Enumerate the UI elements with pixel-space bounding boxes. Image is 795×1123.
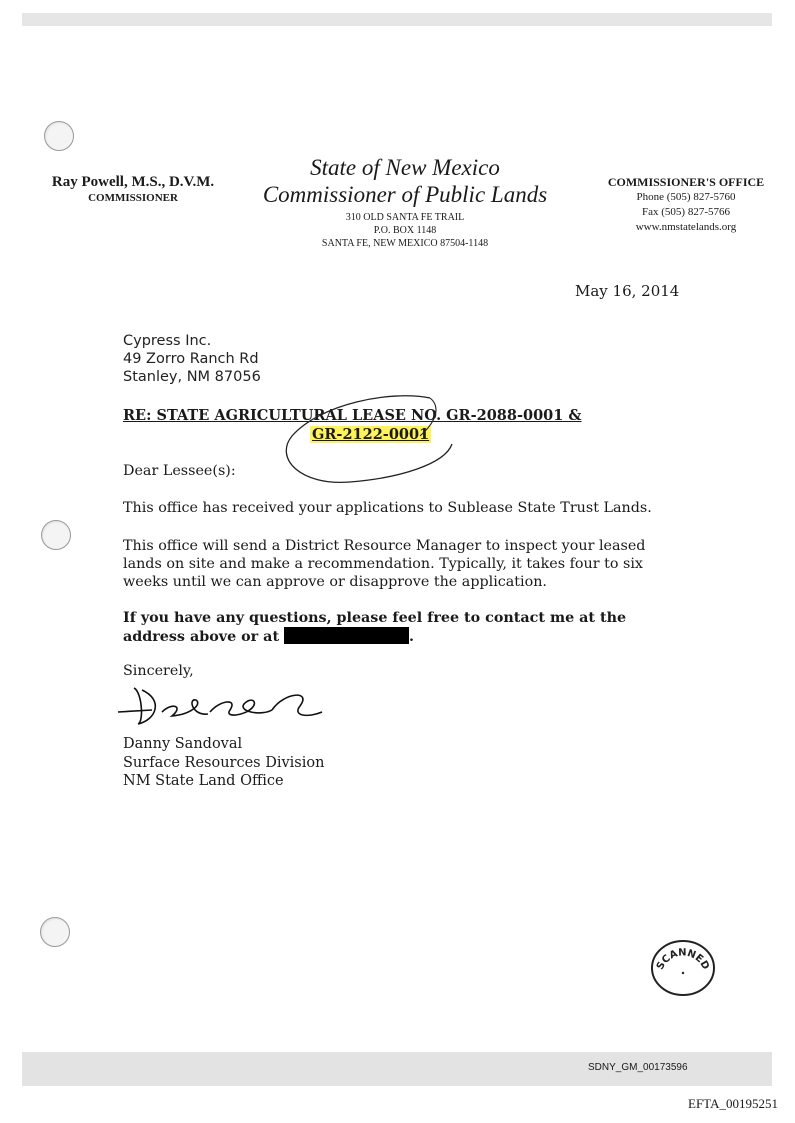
recipient-line-3: Stanley, NM 87056 — [123, 369, 261, 385]
redaction-block — [284, 627, 409, 644]
office-phone: Phone (505) 827-5760 — [636, 191, 736, 203]
office-fax: Fax (505) 827-5766 — [642, 206, 730, 218]
closing: Sincerely, — [123, 663, 194, 679]
office-title: COMMISSIONER'S OFFICE — [607, 175, 765, 189]
commissioner-name: Ray Powell, M.S., D.V.M. — [51, 174, 215, 190]
commissioner-title: COMMISSIONER — [88, 192, 178, 204]
stamp-text: SCANNED — [654, 947, 712, 972]
punch-hole-middle — [41, 520, 71, 550]
letterhead-commissioner: Commissioner of Public Lands — [262, 182, 548, 207]
re-line-continued: GR-2122-0001 — [312, 426, 430, 443]
re-line: RE: STATE AGRICULTURAL LEASE NO. GR-2088-0001 & — [123, 407, 582, 424]
punch-hole-top — [44, 121, 74, 151]
scanned-stamp — [648, 935, 718, 997]
letterhead-address-box: P.O. BOX 1148 — [373, 225, 437, 236]
signer-office: NM State Land Office — [123, 773, 284, 789]
recipient-line-1: Cypress Inc. — [123, 333, 212, 349]
recipient-line-2: 49 Zorro Ranch Rd — [123, 351, 259, 367]
letterhead-address-street: 310 OLD SANTA FE TRAIL — [345, 212, 465, 223]
paragraph-received: This office has received your applications to Sublease State Trust Lands. — [123, 500, 652, 516]
salutation: Dear Lessee(s): — [123, 463, 236, 479]
letterhead-address-city: SANTA FE, NEW MEXICO 87504-1148 — [321, 238, 489, 249]
top-scan-band — [22, 13, 772, 26]
letterhead-state: State of New Mexico — [310, 155, 500, 180]
signer-division: Surface Resources Division — [123, 755, 325, 771]
signer-name: Danny Sandoval — [123, 736, 243, 752]
office-website: www.nmstatelands.org — [635, 221, 737, 233]
letter-date: May 16, 2014 — [575, 282, 680, 300]
efta-number: EFTA_00195251 — [688, 1096, 778, 1111]
svg-text:SCANNED — [655, 947, 711, 971]
paragraph-inspection: This office will send a District Resource Manager to inspect your leased lands on site and make a recommendation. Typically, it takes four to six weeks until we can approve or disapprove the application. — [123, 538, 646, 590]
bates-number: SDNY_GM_00173596 — [588, 1062, 688, 1073]
contact-text: If you have any questions, please feel free to contact me at the address above or at — [123, 610, 627, 645]
punch-hole-bottom — [40, 917, 70, 947]
contact-period: . — [409, 629, 415, 645]
paragraph-contact — [123, 609, 683, 646]
signature — [112, 682, 332, 732]
